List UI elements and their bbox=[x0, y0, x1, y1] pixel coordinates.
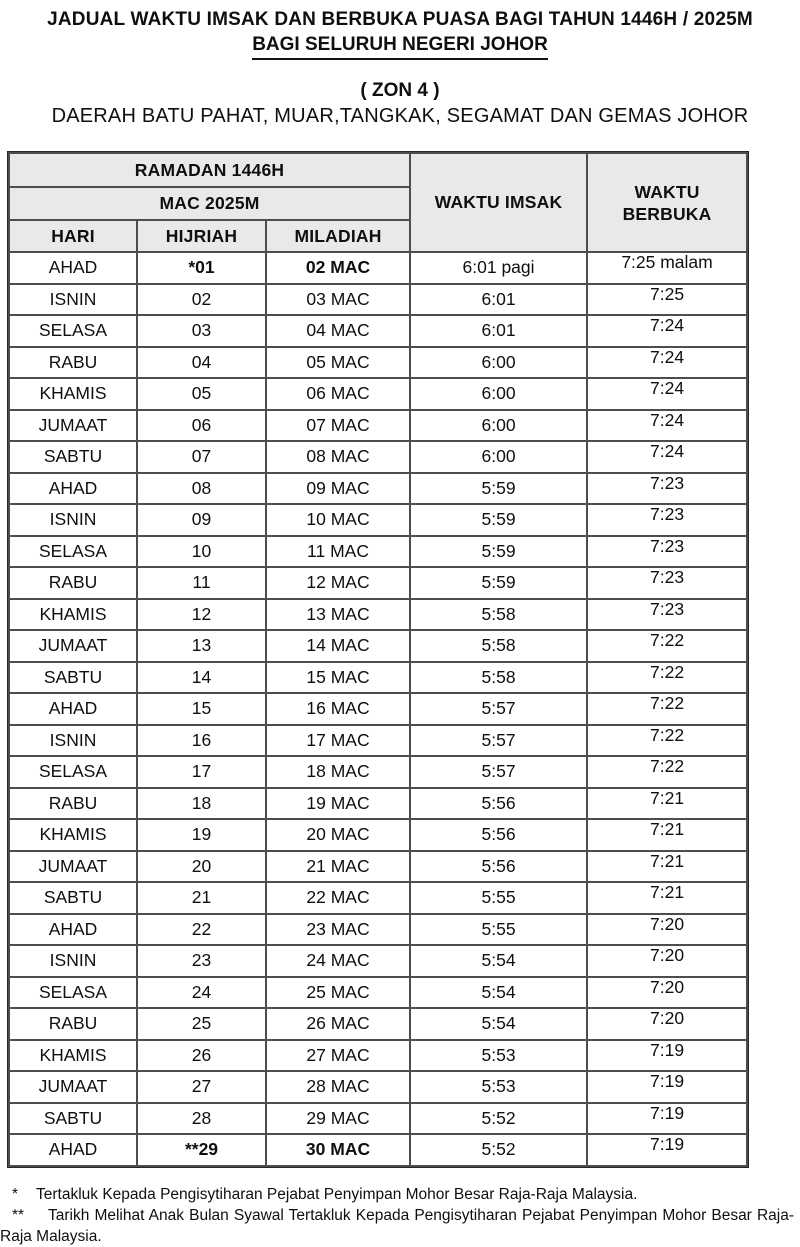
berbuka-time-cell bbox=[587, 504, 747, 536]
imsak-time-cell: 5:55 bbox=[410, 914, 587, 946]
berbuka-time-cell bbox=[587, 1103, 747, 1135]
table-row bbox=[9, 347, 747, 379]
berbuka-time-value: 7:19 bbox=[650, 1134, 685, 1155]
document-title: JADUAL WAKTU IMSAK DAN BERBUKA PUASA BAGI TAHUN 1446H / 2025M bbox=[47, 9, 753, 30]
footnote-marker: * bbox=[12, 1185, 19, 1203]
table-row bbox=[9, 536, 747, 568]
day-cell: JUMAAT bbox=[9, 410, 137, 442]
berbuka-time-value: 7:23 bbox=[650, 567, 685, 588]
miladi-date-cell: 27 MAC bbox=[266, 1040, 410, 1072]
hijri-date-cell: 27 bbox=[137, 1071, 266, 1103]
berbuka-time-value: 7:23 bbox=[650, 472, 685, 493]
berbuka-time-value: 7:20 bbox=[650, 1008, 685, 1029]
miladi-date-cell: 26 MAC bbox=[266, 1008, 410, 1040]
berbuka-time-value: 7:22 bbox=[650, 630, 685, 651]
hijri-date-cell: 04 bbox=[137, 347, 266, 379]
mac-header-cell: MAC 2025M bbox=[9, 187, 410, 220]
table-row bbox=[9, 252, 747, 284]
hijri-date-cell: *01 bbox=[137, 252, 266, 284]
berbuka-time-value: 7:24 bbox=[650, 346, 685, 367]
table-row bbox=[9, 662, 747, 694]
imsak-time-cell: 5:53 bbox=[410, 1040, 587, 1072]
berbuka-time-cell bbox=[587, 536, 747, 568]
imsak-time-cell: 6:01 bbox=[410, 315, 587, 347]
imsak-time-cell: 5:58 bbox=[410, 599, 587, 631]
document-subtitle bbox=[0, 32, 800, 60]
schedule-table-body bbox=[9, 252, 747, 1166]
miladi-date-cell: 08 MAC bbox=[266, 441, 410, 473]
day-cell: KHAMIS bbox=[9, 378, 137, 410]
day-cell: JUMAAT bbox=[9, 1071, 137, 1103]
imsak-time-cell: 6:00 bbox=[410, 347, 587, 379]
miladi-date-cell: 19 MAC bbox=[266, 788, 410, 820]
imsak-time-cell: 5:57 bbox=[410, 693, 587, 725]
miladi-date-cell: 24 MAC bbox=[266, 945, 410, 977]
miladi-date-cell: 17 MAC bbox=[266, 725, 410, 757]
berbuka-time-cell bbox=[587, 788, 747, 820]
day-cell: RABU bbox=[9, 347, 137, 379]
miladi-date-cell: 20 MAC bbox=[266, 819, 410, 851]
miladi-date-cell: 15 MAC bbox=[266, 662, 410, 694]
miladi-date-cell: 09 MAC bbox=[266, 473, 410, 505]
imsak-header-cell: WAKTU IMSAK bbox=[410, 153, 587, 252]
day-cell: ISNIN bbox=[9, 725, 137, 757]
berbuka-time-value: 7:22 bbox=[650, 661, 685, 682]
miladi-date-cell: 07 MAC bbox=[266, 410, 410, 442]
berbuka-time-value: 7:20 bbox=[650, 976, 685, 997]
day-cell: AHAD bbox=[9, 252, 137, 284]
berbuka-time-cell bbox=[587, 473, 747, 505]
table-row bbox=[9, 630, 747, 662]
berbuka-time-value: 7:24 bbox=[650, 409, 685, 430]
miladi-date-cell: 04 MAC bbox=[266, 315, 410, 347]
hijri-date-cell: 15 bbox=[137, 693, 266, 725]
day-cell: KHAMIS bbox=[9, 819, 137, 851]
berbuka-time-cell bbox=[587, 945, 747, 977]
hijri-date-cell: 09 bbox=[137, 504, 266, 536]
hijri-date-cell: 21 bbox=[137, 882, 266, 914]
table-row bbox=[9, 567, 747, 599]
table-row bbox=[9, 819, 747, 851]
table-row bbox=[9, 725, 747, 757]
imsak-time-cell: 5:59 bbox=[410, 473, 587, 505]
day-cell: KHAMIS bbox=[9, 1040, 137, 1072]
hijri-date-cell: 19 bbox=[137, 819, 266, 851]
hijri-date-cell: 16 bbox=[137, 725, 266, 757]
day-cell: SELASA bbox=[9, 977, 137, 1009]
miladi-date-cell: 21 MAC bbox=[266, 851, 410, 883]
day-cell: ISNIN bbox=[9, 945, 137, 977]
document-subtitle-text: BAGI SELURUH NEGERI JOHOR bbox=[252, 32, 548, 60]
table-row bbox=[9, 441, 747, 473]
hijri-date-cell: 23 bbox=[137, 945, 266, 977]
imsak-time-cell: 6:01 bbox=[410, 284, 587, 316]
footnote-text: Tarikh Melihat Anak Bulan Syawal Tertakluk Kepada Pengisytiharan Pejabat Penyimpan Mohor Besar Raja-Raja Malaysia. bbox=[0, 1206, 794, 1245]
berbuka-time-cell bbox=[587, 630, 747, 662]
berbuka-time-value: 7:23 bbox=[650, 598, 685, 619]
berbuka-time-cell bbox=[587, 756, 747, 788]
imsak-time-cell: 5:55 bbox=[410, 882, 587, 914]
day-cell: RABU bbox=[9, 788, 137, 820]
berbuka-time-value: 7:25 malam bbox=[621, 252, 713, 273]
footnote-double-asterisk bbox=[0, 1205, 794, 1247]
day-cell: RABU bbox=[9, 567, 137, 599]
hijri-date-cell: 12 bbox=[137, 599, 266, 631]
miladi-date-cell: 28 MAC bbox=[266, 1071, 410, 1103]
imsak-time-cell: 5:54 bbox=[410, 977, 587, 1009]
imsak-time-cell: 5:56 bbox=[410, 788, 587, 820]
imsak-time-cell: 5:52 bbox=[410, 1103, 587, 1135]
berbuka-time-value: 7:25 bbox=[650, 283, 685, 304]
hijriah-header-cell: HIJRIAH bbox=[137, 220, 266, 252]
table-row bbox=[9, 1134, 747, 1166]
table-row bbox=[9, 977, 747, 1009]
district-label: DAERAH BATU PAHAT, MUAR,TANGKAK, SEGAMAT DAN GEMAS JOHOR bbox=[51, 105, 749, 127]
hijri-date-cell: 05 bbox=[137, 378, 266, 410]
miladi-date-cell: 02 MAC bbox=[266, 252, 410, 284]
table-row bbox=[9, 378, 747, 410]
hijri-date-cell: 24 bbox=[137, 977, 266, 1009]
imsak-time-cell: 5:54 bbox=[410, 945, 587, 977]
day-cell: AHAD bbox=[9, 473, 137, 505]
berbuka-time-value: 7:23 bbox=[650, 535, 685, 556]
prayer-times-table bbox=[8, 152, 748, 1167]
berbuka-time-cell bbox=[587, 1040, 747, 1072]
berbuka-time-value: 7:21 bbox=[650, 850, 685, 871]
table-header bbox=[9, 153, 747, 252]
day-cell: SELASA bbox=[9, 756, 137, 788]
berbuka-time-value: 7:22 bbox=[650, 724, 685, 745]
day-cell: SABTU bbox=[9, 441, 137, 473]
berbuka-time-value: 7:24 bbox=[650, 441, 685, 462]
day-cell: SELASA bbox=[9, 536, 137, 568]
miladi-date-cell: 18 MAC bbox=[266, 756, 410, 788]
hijri-date-cell: 02 bbox=[137, 284, 266, 316]
imsak-time-cell: 5:57 bbox=[410, 756, 587, 788]
day-cell: ISNIN bbox=[9, 284, 137, 316]
berbuka-time-value: 7:20 bbox=[650, 913, 685, 934]
hijri-date-cell: 07 bbox=[137, 441, 266, 473]
imsak-time-cell: 5:58 bbox=[410, 630, 587, 662]
hijri-date-cell: 18 bbox=[137, 788, 266, 820]
imsak-time-cell: 5:53 bbox=[410, 1071, 587, 1103]
hijri-date-cell: 22 bbox=[137, 914, 266, 946]
footnotes bbox=[0, 1184, 800, 1247]
miladi-date-cell: 12 MAC bbox=[266, 567, 410, 599]
hijri-date-cell: 25 bbox=[137, 1008, 266, 1040]
zone-label: ( ZON 4 ) bbox=[360, 80, 440, 101]
footnote-single-asterisk bbox=[0, 1184, 794, 1205]
table-row bbox=[9, 599, 747, 631]
berbuka-time-cell bbox=[587, 599, 747, 631]
imsak-time-cell: 5:58 bbox=[410, 662, 587, 694]
document-header bbox=[0, 0, 800, 129]
day-cell: JUMAAT bbox=[9, 851, 137, 883]
miladi-date-cell: 05 MAC bbox=[266, 347, 410, 379]
imsak-time-cell: 5:56 bbox=[410, 819, 587, 851]
table-row bbox=[9, 1103, 747, 1135]
imsak-time-cell: 5:52 bbox=[410, 1134, 587, 1166]
table-row bbox=[9, 693, 747, 725]
hijri-date-cell: 28 bbox=[137, 1103, 266, 1135]
berbuka-time-value: 7:24 bbox=[650, 378, 685, 399]
berbuka-time-value: 7:21 bbox=[650, 819, 685, 840]
miladi-date-cell: 16 MAC bbox=[266, 693, 410, 725]
berbuka-time-cell bbox=[587, 693, 747, 725]
hijri-date-cell: 26 bbox=[137, 1040, 266, 1072]
miladi-date-cell: 03 MAC bbox=[266, 284, 410, 316]
miladi-date-cell: 14 MAC bbox=[266, 630, 410, 662]
berbuka-time-value: 7:21 bbox=[650, 787, 685, 808]
berbuka-time-cell bbox=[587, 378, 747, 410]
berbuka-time-value: 7:24 bbox=[650, 315, 685, 336]
day-cell: AHAD bbox=[9, 693, 137, 725]
berbuka-time-cell bbox=[587, 882, 747, 914]
hijri-date-cell: 06 bbox=[137, 410, 266, 442]
imsak-time-cell: 5:54 bbox=[410, 1008, 587, 1040]
berbuka-header-cell bbox=[587, 153, 747, 252]
hijri-date-cell: 20 bbox=[137, 851, 266, 883]
day-cell: RABU bbox=[9, 1008, 137, 1040]
berbuka-time-cell bbox=[587, 252, 747, 284]
day-cell: JUMAAT bbox=[9, 630, 137, 662]
berbuka-time-cell bbox=[587, 977, 747, 1009]
hijri-date-cell: 03 bbox=[137, 315, 266, 347]
berbuka-time-cell bbox=[587, 441, 747, 473]
hari-header-cell: HARI bbox=[9, 220, 137, 252]
miladi-date-cell: 10 MAC bbox=[266, 504, 410, 536]
berbuka-time-value: 7:23 bbox=[650, 504, 685, 525]
berbuka-time-cell bbox=[587, 725, 747, 757]
hijri-date-cell: 14 bbox=[137, 662, 266, 694]
table-row bbox=[9, 945, 747, 977]
day-cell: AHAD bbox=[9, 914, 137, 946]
miladiah-header-cell: MILADIAH bbox=[266, 220, 410, 252]
berbuka-time-cell bbox=[587, 1071, 747, 1103]
imsak-time-cell: 6:00 bbox=[410, 441, 587, 473]
hijri-date-cell: 10 bbox=[137, 536, 266, 568]
berbuka-time-cell bbox=[587, 914, 747, 946]
miladi-date-cell: 13 MAC bbox=[266, 599, 410, 631]
berbuka-time-value: 7:19 bbox=[650, 1102, 685, 1123]
berbuka-time-value: 7:19 bbox=[650, 1039, 685, 1060]
berbuka-time-cell bbox=[587, 819, 747, 851]
day-cell: AHAD bbox=[9, 1134, 137, 1166]
table-row bbox=[9, 914, 747, 946]
day-cell: SELASA bbox=[9, 315, 137, 347]
ramadan-header-cell: RAMADAN 1446H bbox=[9, 153, 410, 187]
table-row bbox=[9, 315, 747, 347]
berbuka-time-value: 7:20 bbox=[650, 945, 685, 966]
miladi-date-cell: 25 MAC bbox=[266, 977, 410, 1009]
miladi-date-cell: 11 MAC bbox=[266, 536, 410, 568]
day-cell: SABTU bbox=[9, 1103, 137, 1135]
day-cell: ISNIN bbox=[9, 504, 137, 536]
table-row bbox=[9, 473, 747, 505]
berbuka-time-value: 7:19 bbox=[650, 1071, 685, 1092]
table-row bbox=[9, 882, 747, 914]
table-row bbox=[9, 1071, 747, 1103]
berbuka-time-value: 7:22 bbox=[650, 756, 685, 777]
imsak-time-cell: 5:56 bbox=[410, 851, 587, 883]
miladi-date-cell: 06 MAC bbox=[266, 378, 410, 410]
berbuka-time-cell bbox=[587, 662, 747, 694]
header-row-ramadan bbox=[9, 153, 747, 187]
day-cell: SABTU bbox=[9, 882, 137, 914]
miladi-date-cell: 30 MAC bbox=[266, 1134, 410, 1166]
imsak-time-cell: 5:57 bbox=[410, 725, 587, 757]
miladi-date-cell: 22 MAC bbox=[266, 882, 410, 914]
footnote-text: Tertakluk Kepada Pengisytiharan Pejabat Penyimpan Mohor Besar Raja-Raja Malaysia. bbox=[36, 1185, 638, 1203]
berbuka-time-value: 7:21 bbox=[650, 882, 685, 903]
table-row bbox=[9, 851, 747, 883]
hijri-date-cell: **29 bbox=[137, 1134, 266, 1166]
table-row bbox=[9, 1008, 747, 1040]
berbuka-time-value: 7:22 bbox=[650, 693, 685, 714]
table-row bbox=[9, 504, 747, 536]
berbuka-time-cell bbox=[587, 1134, 747, 1166]
table-row bbox=[9, 788, 747, 820]
footnote-marker: ** bbox=[12, 1206, 25, 1224]
imsak-time-cell: 6:00 bbox=[410, 378, 587, 410]
berbuka-time-cell bbox=[587, 567, 747, 599]
table-row bbox=[9, 410, 747, 442]
imsak-time-cell: 5:59 bbox=[410, 504, 587, 536]
imsak-time-cell: 5:59 bbox=[410, 567, 587, 599]
miladi-date-cell: 29 MAC bbox=[266, 1103, 410, 1135]
table-row bbox=[9, 284, 747, 316]
imsak-time-cell: 6:01 pagi bbox=[410, 252, 587, 284]
berbuka-time-cell bbox=[587, 851, 747, 883]
berbuka-time-cell bbox=[587, 410, 747, 442]
hijri-date-cell: 13 bbox=[137, 630, 266, 662]
berbuka-header-label: WAKTU BERBUKA bbox=[622, 181, 712, 224]
imsak-time-cell: 5:59 bbox=[410, 536, 587, 568]
miladi-date-cell: 23 MAC bbox=[266, 914, 410, 946]
berbuka-time-cell bbox=[587, 315, 747, 347]
berbuka-time-cell bbox=[587, 347, 747, 379]
imsak-time-cell: 6:00 bbox=[410, 410, 587, 442]
hijri-date-cell: 08 bbox=[137, 473, 266, 505]
table-row bbox=[9, 756, 747, 788]
hijri-date-cell: 11 bbox=[137, 567, 266, 599]
day-cell: KHAMIS bbox=[9, 599, 137, 631]
day-cell: SABTU bbox=[9, 662, 137, 694]
berbuka-time-cell bbox=[587, 284, 747, 316]
table-row bbox=[9, 1040, 747, 1072]
hijri-date-cell: 17 bbox=[137, 756, 266, 788]
berbuka-time-cell bbox=[587, 1008, 747, 1040]
